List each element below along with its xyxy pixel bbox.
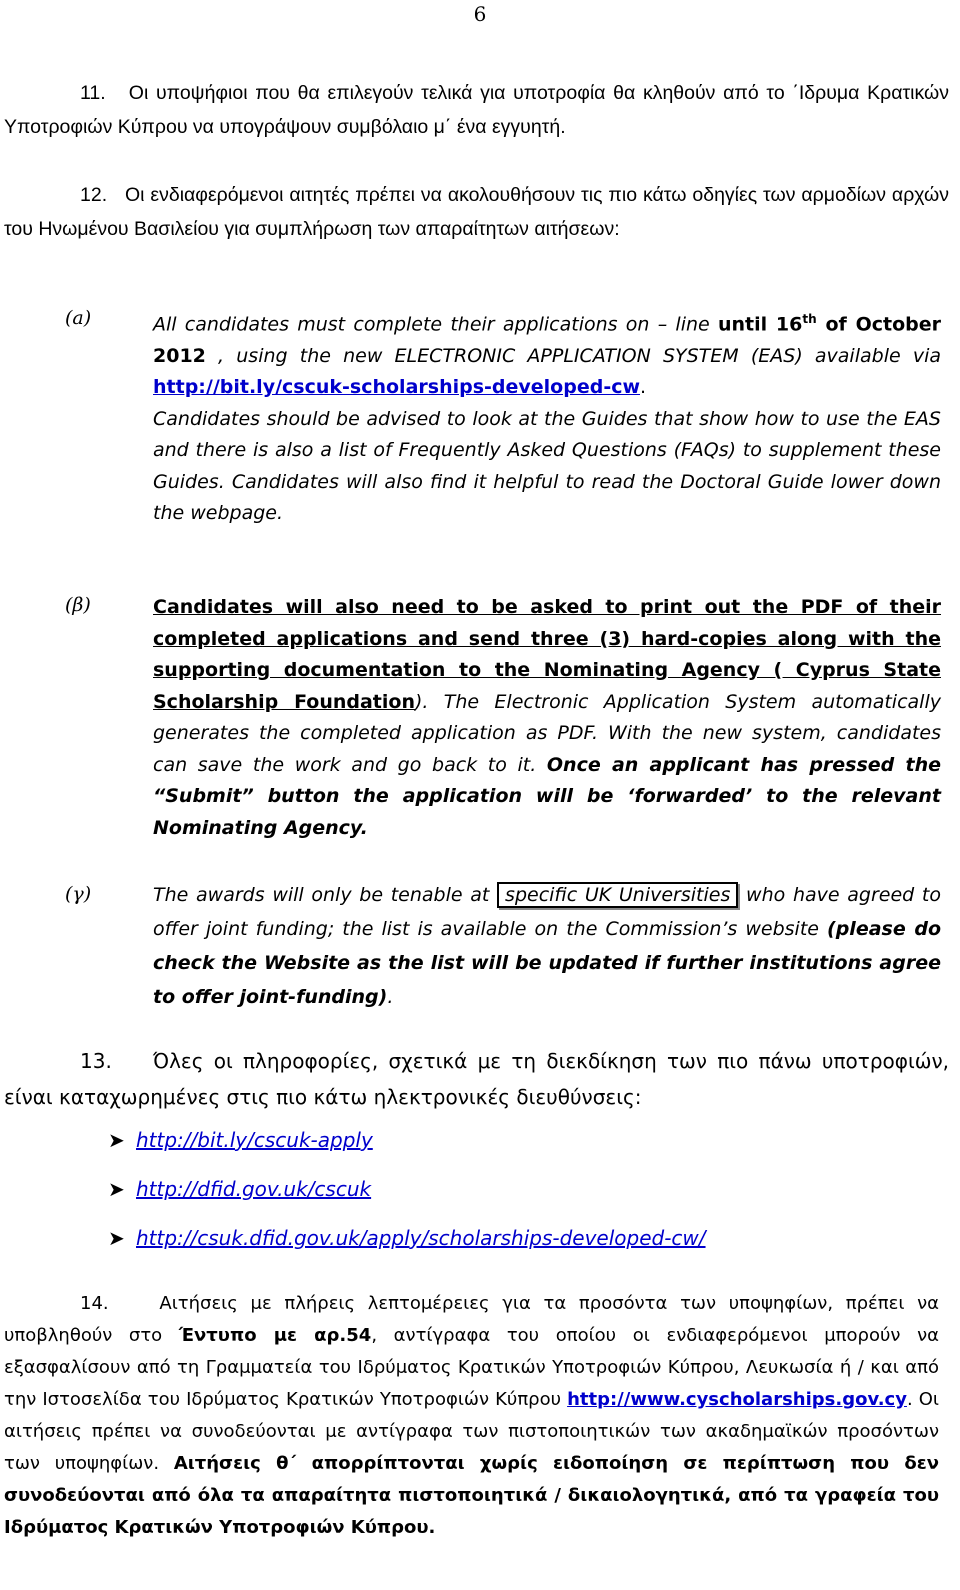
csuk-apply-link[interactable]: http://csuk.dfid.gov.uk/apply/scholarships-developed-cw/ (136, 1226, 706, 1250)
paragraph-13 (4, 1043, 949, 1115)
sub-g-text: The awards will only be tenable at specific UK Universities who have agreed to offer joint funding; the list is available on the Commission’s website (please do check the Website as the list will be updated if further institutions agree to offer joint-funding). (153, 884, 941, 1008)
eas-link[interactable]: http://bit.ly/cscuk-scholarships-developed-cw (153, 376, 641, 399)
item-11-text: Οι υποψήφιοι που θα επιλεγούν τελικά για υποτροφία θα κληθούν από το ΄Ιδρυμα Κρατικών Υποτροφιών Κύπρου να υπογράψουν συμβόλαιο μ΄ ένα εγγυητή. (4, 82, 949, 138)
paragraph-11 (4, 76, 949, 144)
cscuk-apply-link[interactable]: http://bit.ly/cscuk-apply (136, 1128, 373, 1152)
arrow-bullet-icon: ➤ (108, 1226, 125, 1250)
sub-a-text: All candidates must complete their applications on – line until 16th of October 2012 , using the new ELECTRONIC APPLICATION SYSTEM (EAS) available via http://bit.ly/cscuk-scholarships-developed-cw. Candidates should be advised to look at the Guides that show how to use the EAS and there is also a list of Frequently Asked Questions (FAQs) to supplement these Guides. Candidates will also find it helpful to read the Doctoral Guide lower down the webpage. (153, 304, 941, 530)
cyscholarships-link[interactable]: http://www.cyscholarships.gov.cy (567, 1389, 907, 1410)
sub-g-label: (γ) (65, 883, 92, 905)
arrow-bullet-icon: ➤ (108, 1128, 125, 1152)
sub-a-label: (a) (65, 307, 92, 329)
paragraph-14: 14. Αιτήσεις με πλήρεις λεπτομέρειες για τα προσόντα των υποψηφίων, πρέπει να υποβληθούν στο Έντυπο με αρ.54, αντίγραφα του οποίου οι ενδιαφερόμενοι μπορούν να εξασφαλίσουν από τη Γραμματεία του Ιδρύματος Κρατικών Υποτροφιών Κύπρου, Λευκωσία ή / και από την Ιστοσελίδα του Ιδρύματος Κρατικών Υποτροφιών Κύπρου http://www.cyscholarships.gov.cy. Οι αιτήσεις πρέπει να συνοδεύονται με αντίγραφα των πιστοποιητικών των ακαδημαϊκών προσόντων των υποψηφίων. Αιτήσεις θ΄ απορρίπτονται χωρίς ειδοποίηση σε περίπτωση που δεν συνοδεύονται από όλα τα απαραίτητα πιστοποιητικά / δικαιολογητικά, από τα γραφεία του Ιδρύματος Κρατικών Υποτροφιών Κύπρου. (4, 1293, 940, 1538)
sub-b-label: (β) (65, 594, 91, 616)
item-13-number: 13. (80, 1049, 112, 1073)
item-14-number: 14. (80, 1293, 109, 1314)
link-item (108, 1128, 373, 1152)
dfid-cscuk-link[interactable]: http://dfid.gov.uk/cscuk (136, 1177, 372, 1201)
item-11-number: 11. (80, 82, 106, 104)
link-item (108, 1177, 371, 1201)
paragraph-12 (4, 178, 949, 246)
link-item (108, 1226, 706, 1250)
sub-a-guides-text: Candidates should be advised to look at the Guides that show how to use the EAS and there is also a list of Frequently Asked Questions (FAQs) to supplement these Guides. Candidates will also find it helpful to read the Doctoral Guide lower down the webpage. (153, 407, 941, 525)
item-12-number: 12. (80, 184, 108, 206)
item-13-text: Όλες οι πληροφορίες, σχετικά με τη διεκδίκηση των πιο πάνω υποτροφιών, είναι καταχωρημένες στις πιο κάτω ηλεκτρονικές διευθύνσεις: (4, 1049, 949, 1109)
sub-b-text: Candidates will also need to be asked to print out the PDF of their completed applications and send three (3) hard-copies along with the supporting documentation to the Nominating Agency ( Cyprus State Scholarship Foundation). The Electronic Application System automatically generates the completed application as PDF. With the new system, candidates can save the work and go back to it. Once an applicant has pressed the “Submit” button the application will be ‘forwarded’ to the relevant Nominating Agency. (153, 596, 941, 839)
universities-box: specific UK Universities (497, 882, 738, 908)
arrow-bullet-icon: ➤ (108, 1177, 125, 1201)
page-number: 6 (473, 2, 487, 26)
item-12-text: Οι ενδιαφερόμενοι αιτητές πρέπει να ακολουθήσουν τις πιο κάτω οδηγίες των αρμοδίων αρχών του Ηνωμένου Βασιλείου για συμπλήρωση των απαραίτητων αιτήσεων: (4, 184, 949, 240)
